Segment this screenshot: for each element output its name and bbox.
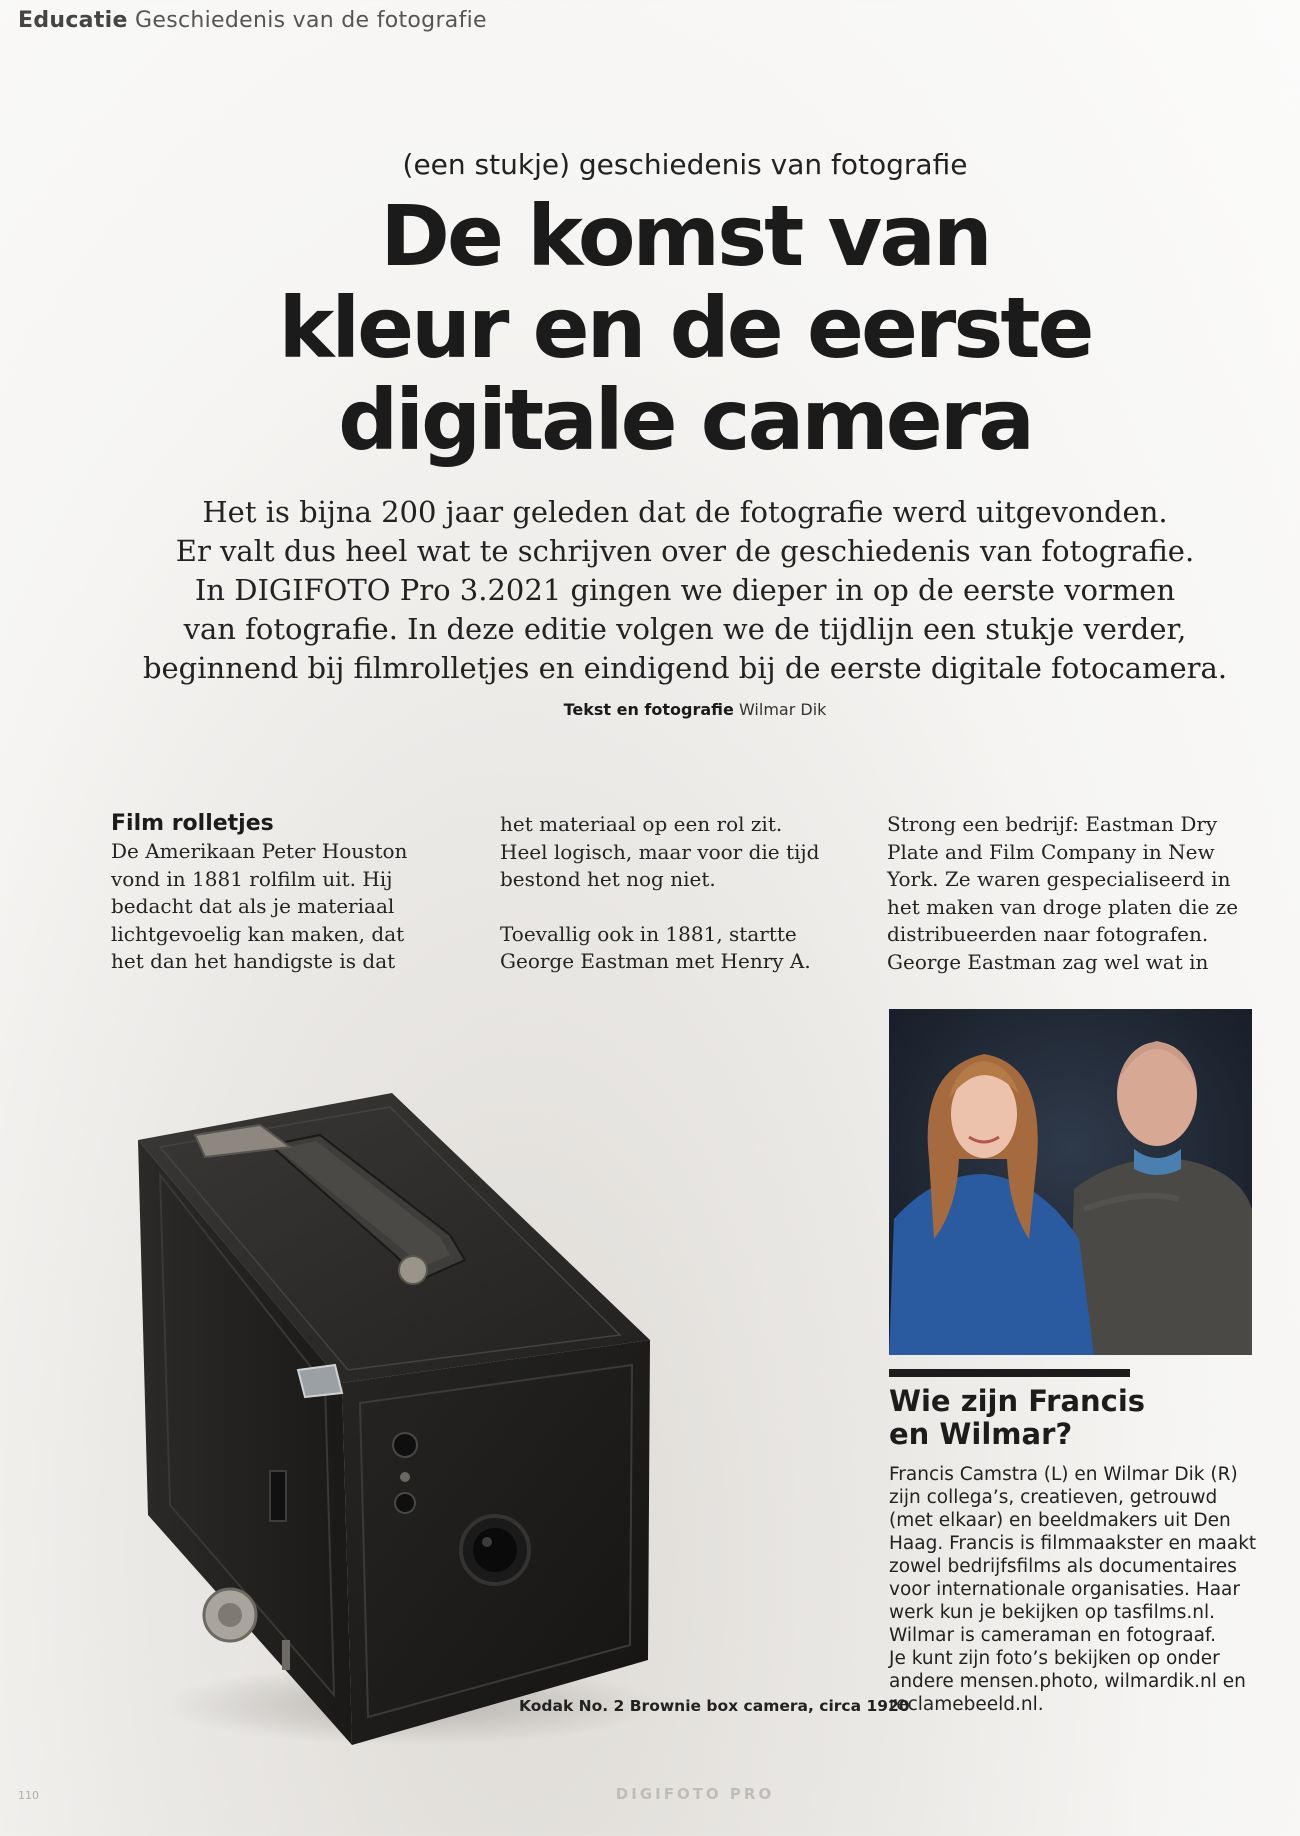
photo-caption: Kodak No. 2 Brownie box camera, circa 1920 bbox=[519, 1697, 910, 1715]
portrait-photo bbox=[889, 1009, 1252, 1355]
box-camera-photo bbox=[120, 1085, 660, 1745]
sidebar-rule bbox=[889, 1369, 1130, 1377]
article-kicker: (een stukje) geschiedenis van fotografie bbox=[402, 148, 968, 181]
body-line: vond in 1881 rolfilm uit. Hij bbox=[111, 866, 393, 891]
intro-line: Het is bijna 200 jaar geleden dat de fotografie werd uitgevonden. bbox=[202, 495, 1168, 529]
article-intro bbox=[0, 493, 1300, 688]
body-line: York. Ze waren gespecialiseerd in bbox=[887, 867, 1231, 891]
sidebar-title bbox=[889, 1385, 1145, 1451]
sidebar-line: andere mensen.photo, wilmardik.nl en bbox=[889, 1671, 1246, 1692]
sidebar-line: Je kunt zijn foto’s bekijken op onder bbox=[889, 1648, 1220, 1669]
body-column-1 bbox=[111, 810, 471, 976]
body-line: George Eastman zag wel wat in bbox=[887, 949, 1209, 974]
body-line: Heel logisch, maar voor die tijd bbox=[500, 839, 820, 864]
sidebar-line: zijn collega’s, creatieven, getrouwd bbox=[889, 1487, 1218, 1508]
body-column-2 bbox=[500, 811, 830, 976]
sidebar-text bbox=[889, 1463, 1269, 1716]
byline-name: Wilmar Dik bbox=[738, 700, 827, 719]
sidebar-title-line: Wie zijn Francis bbox=[889, 1384, 1146, 1418]
intro-line: In DIGIFOTO Pro 3.2021 gingen we dieper in op de eerste vormen bbox=[194, 573, 1176, 607]
byline bbox=[0, 700, 1300, 719]
title-line: digitale camera bbox=[338, 371, 1032, 469]
body-line: lichtgevoelig kan maken, dat bbox=[111, 921, 405, 946]
body-line: het maken van droge platen die ze bbox=[887, 894, 1239, 919]
section-topic: Geschiedenis van de fotografie bbox=[135, 8, 487, 33]
sidebar-line: Wilmar is cameraman en fotograaf. bbox=[889, 1625, 1216, 1646]
title-line: kleur en de eerste bbox=[278, 279, 1092, 377]
sidebar-line: (met elkaar) en beeldmakers uit Den bbox=[889, 1510, 1231, 1531]
page-number: 110 bbox=[18, 1789, 39, 1802]
sidebar-line: zowel bedrijfsfilms als documentaires bbox=[889, 1556, 1237, 1577]
sidebar-line: Francis Camstra (L) en Wilmar Dik (R) bbox=[889, 1464, 1238, 1485]
sidebar-line: voor internationale organisaties. Haar bbox=[889, 1579, 1240, 1600]
subheading: Film rolletjes bbox=[111, 811, 274, 836]
body-line: De Amerikaan Peter Houston bbox=[111, 839, 408, 863]
article-title bbox=[0, 187, 1300, 469]
magazine-name: DIGIFOTO PRO bbox=[615, 1785, 775, 1803]
byline-label: Tekst en fotografie bbox=[563, 700, 734, 719]
body-line: bestond het nog niet. bbox=[500, 867, 716, 891]
sidebar-title-line: en Wilmar? bbox=[889, 1417, 1073, 1451]
intro-line: beginnend bij filmrolletjes en eindigend bij de eerste digitale fotocamera. bbox=[142, 651, 1228, 685]
sidebar-line: werk kun je bekijken op tasfilms.nl. bbox=[889, 1602, 1215, 1623]
body-line: George Eastman met Henry A. bbox=[500, 949, 811, 973]
body-line: het materiaal op een rol zit. bbox=[500, 812, 783, 836]
body-line: bedacht dat als je materiaal bbox=[111, 894, 395, 918]
body-line: distribueerden naar fotografen. bbox=[887, 922, 1209, 946]
body-line: het dan het handigste is dat bbox=[111, 949, 396, 973]
sidebar-line: Haag. Francis is filmmaakster en maakt bbox=[889, 1533, 1257, 1554]
body-column-3 bbox=[887, 811, 1247, 976]
section-header bbox=[18, 8, 487, 33]
intro-line: Er valt dus heel wat te schrijven over de geschiedenis van fotografie. bbox=[175, 534, 1195, 568]
body-line: Toevallig ook in 1881, startte bbox=[500, 921, 797, 946]
sidebar-line: reclamebeeld.nl. bbox=[889, 1694, 1044, 1715]
intro-line: van fotografie. In deze editie volgen we de tijdlijn een stukje verder, bbox=[183, 612, 1187, 646]
section-label: Educatie bbox=[18, 8, 128, 33]
body-line: Plate and Film Company in New bbox=[887, 839, 1215, 864]
body-line: Strong een bedrijf: Eastman Dry bbox=[887, 812, 1218, 836]
title-line: De komst van bbox=[380, 187, 990, 285]
